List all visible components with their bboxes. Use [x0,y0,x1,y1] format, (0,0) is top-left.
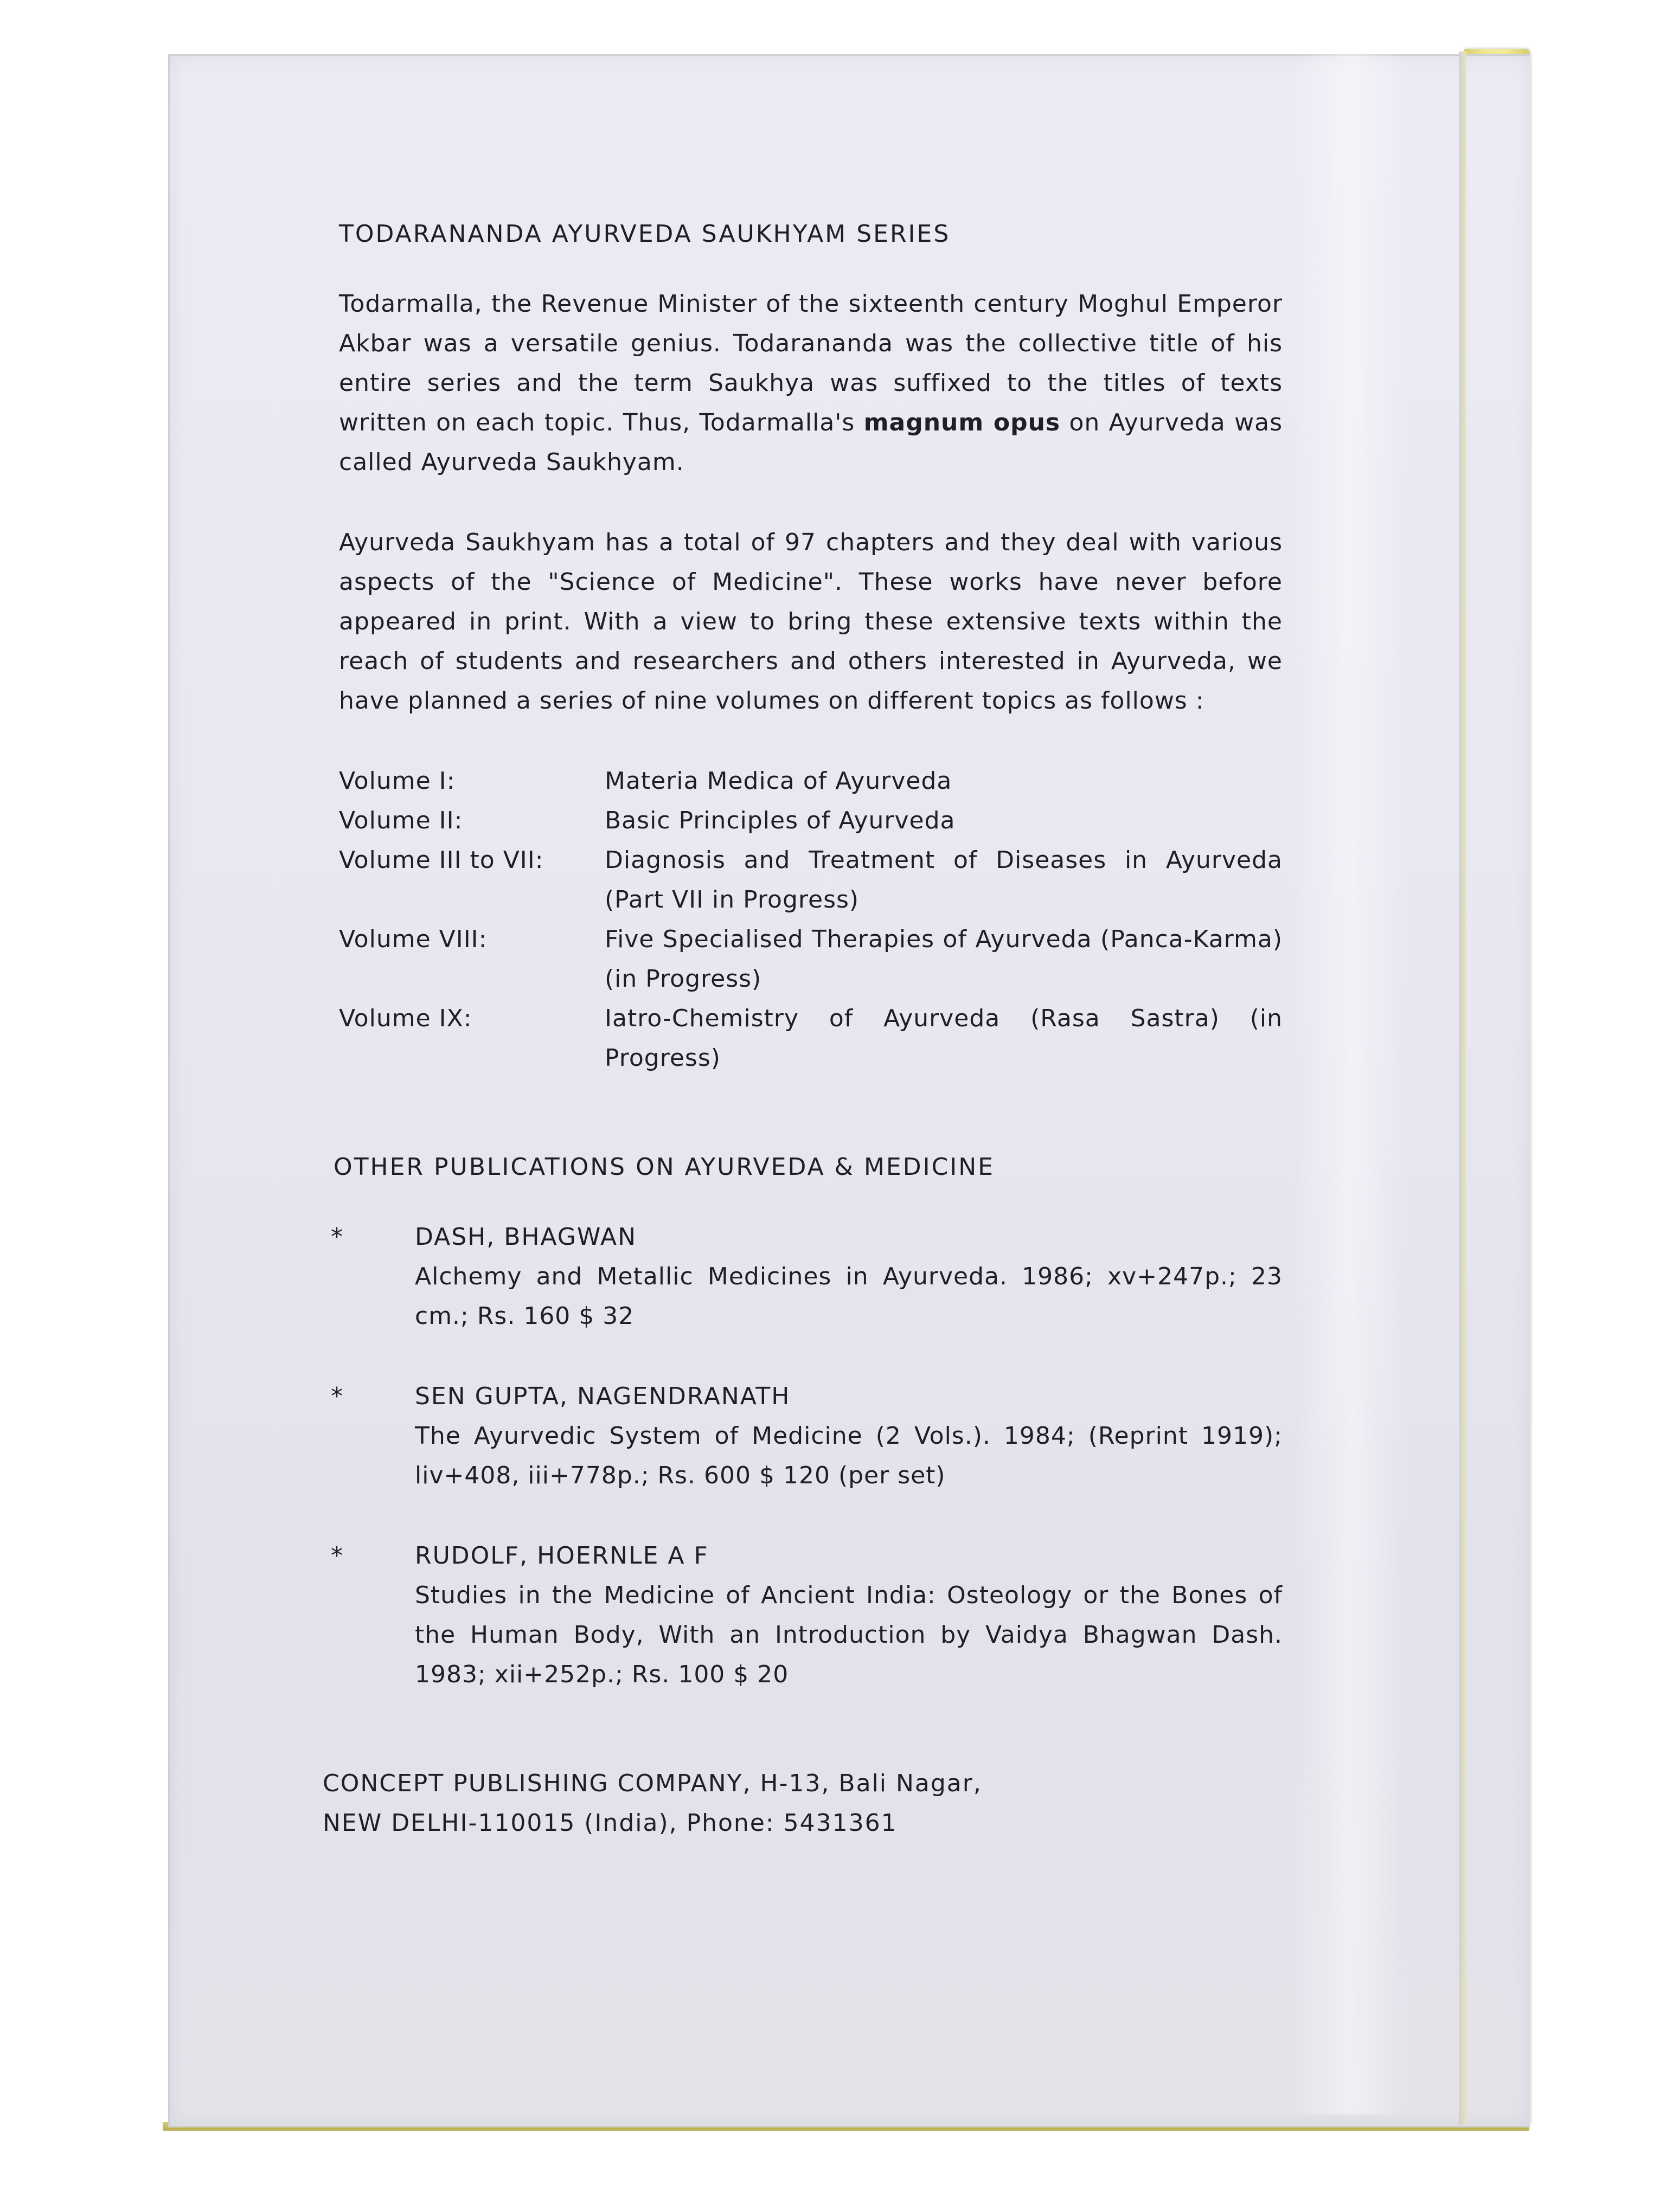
volume-title: Basic Principles of Ayurveda [605,807,956,834]
cover-text [323,214,1283,1843]
publication-details: Studies in the Medicine of Ancient India: Osteology or the Bones of the Human Body, With an Introduction by Vaidya Bhagwan Dash. 1983; xii+252p.; Rs. 100 $ 20 [415,1581,1283,1688]
description-paragraph: Ayurveda Saukhyam has a total of 97 chapters and they deal with various aspects of the "Science of Medicine". These works have never before appeared in print. With a view to bring these extensive texts within the reach of students and researchers and others interested in Ayurveda, we have planned a series of nine volumes on different topics as follows : [339,529,1283,715]
volume-title: Five Specialised Therapies of Ayurveda (Panca-Karma) (in Progress) [605,925,1283,993]
volume-label: Volume IX: [339,1005,472,1032]
publication-author: SEN GUPTA, NAGENDRANATH [415,1382,791,1410]
volume-label: Volume VIII: [339,925,488,953]
volume-title: Materia Medica of Ayurveda [605,767,952,795]
volume-label: Volume II: [339,807,463,834]
publication-details: Alchemy and Metallic Medicines in Ayurveda. 1986; xv+247p.; 23 cm.; Rs. 160 $ 32 [415,1263,1283,1330]
volume-title: Diagnosis and Treatment of Diseases in Ayurveda (Part VII in Progress) [605,846,1283,914]
other-publications-heading: OTHER PUBLICATIONS ON AYURVEDA & MEDICINE [334,1153,995,1181]
publication-author: RUDOLF, HOERNLE A F [415,1542,709,1570]
intro-paragraph [339,284,1283,482]
volume-row [339,999,1283,1078]
publication-item [331,1536,1283,1694]
bullet-asterisk: * [331,1223,343,1251]
volume-label: Volume I: [339,767,456,795]
bullet-asterisk: * [331,1542,343,1570]
publication-author: DASH, BHAGWAN [415,1223,637,1251]
publication-details: The Ayurvedic System of Medicine (2 Vols.). 1984; (Reprint 1919); liv+408, iii+778p.; Rs. 600 $ 120 (per set) [415,1422,1283,1489]
volume-label: Volume III to VII: [339,846,544,874]
volume-list [339,761,1283,1078]
intro-bold-text: magnum opus [863,409,1061,436]
volume-row [339,840,1283,919]
publication-item [331,1217,1283,1336]
volume-row [339,801,1283,840]
volume-title: Iatro-Chemistry of Ayurveda (Rasa Sastra) (in Progress) [605,1005,1283,1072]
publisher-address [323,1764,1283,1843]
publication-item [331,1377,1283,1495]
cover-fold-edge [1459,52,1466,2125]
volume-row [339,919,1283,999]
intro-text-start: Todarmalla, the Revenue Minister of the sixteenth century Moghul Emperor Akbar was a versatile genius. Todarananda was the collective title of his entire series and the term Saukhya was suffixed to the titles of texts written on each topic. Thus, Todarmalla's [339,290,1283,436]
volume-row [339,761,1283,801]
publisher-line-2: NEW DELHI-110015 (India), Phone: 5431361 [323,1809,898,1837]
bullet-asterisk: * [331,1382,343,1410]
intro-text-end: on Ayurveda was called Ayurveda Saukhyam. [339,409,1283,476]
series-heading: TODARANANDA AYURVEDA SAUKHYAM SERIES [339,220,951,248]
publisher-line-1: CONCEPT PUBLISHING COMPANY, H-13, Bali Nagar, [323,1770,982,1797]
